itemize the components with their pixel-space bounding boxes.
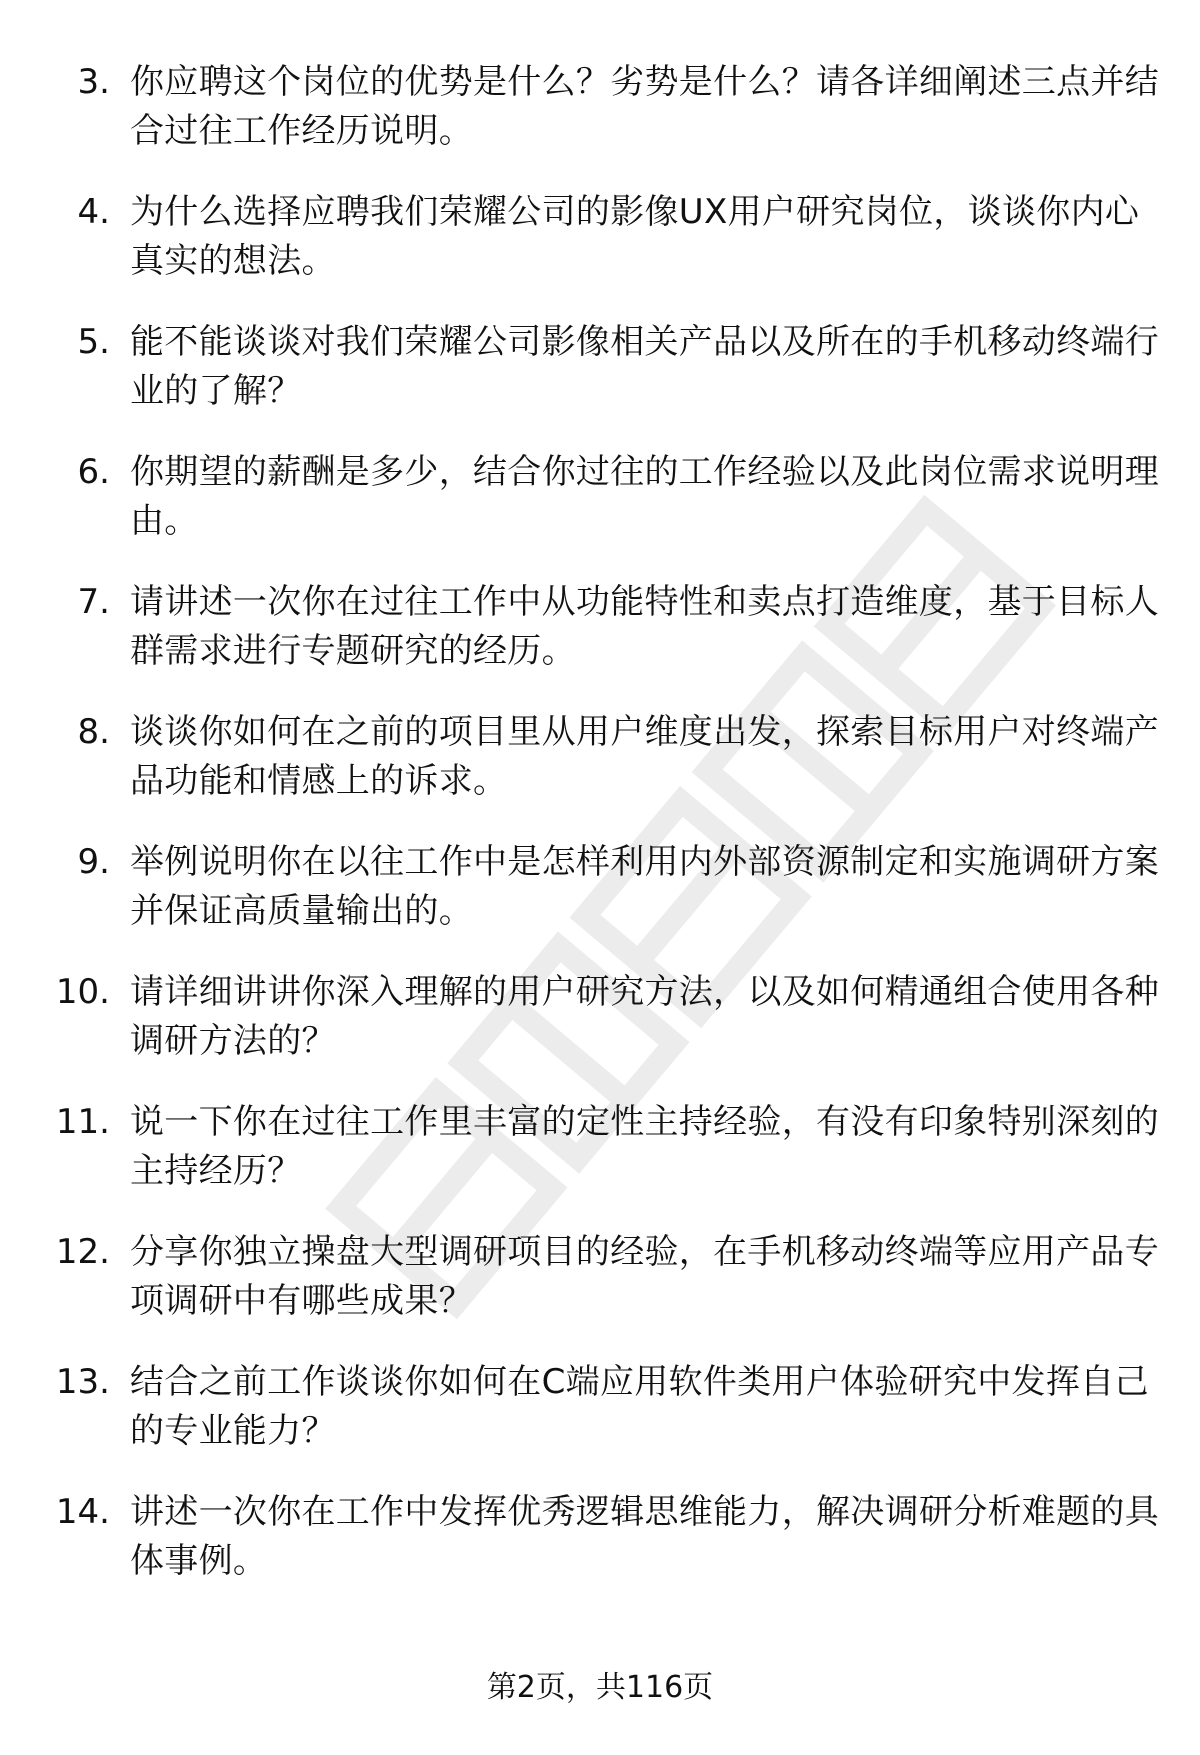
question-text: 分享你独立操盘大型调研项目的经验，在手机移动终端等应用产品专项调研中有哪些成果？ <box>130 1232 1159 1321</box>
question-text: 你应聘这个岗位的优势是什么？劣势是什么？请各详细阐述三点并结合过往工作经历说明。 <box>130 62 1159 151</box>
question-text: 为什么选择应聘我们荣耀公司的影像UX用户研究岗位，谈谈你内心真实的想法。 <box>130 192 1140 281</box>
question-number: 12. <box>55 1232 110 1272</box>
question-text: 讲述一次你在工作中发挥优秀逻辑思维能力，解决调研分析难题的具体事例。 <box>130 1492 1159 1581</box>
question-number: 8. <box>77 712 110 752</box>
question-list <box>0 58 1200 1618</box>
question-text: 举例说明你在以往工作中是怎样利用内外部资源制定和实施调研方案并保证高质量输出的。 <box>130 842 1159 931</box>
question-number: 13. <box>55 1362 110 1402</box>
question-item <box>0 838 1200 968</box>
question-item <box>0 708 1200 838</box>
question-item <box>0 58 1200 188</box>
question-number: 5. <box>77 322 110 362</box>
question-item <box>0 578 1200 708</box>
question-number: 4. <box>77 192 110 232</box>
question-number: 11. <box>55 1102 110 1142</box>
question-number: 10. <box>55 972 110 1012</box>
question-item <box>0 1488 1200 1618</box>
question-item <box>0 1228 1200 1358</box>
question-text: 结合之前工作谈谈你如何在C端应用软件类用户体验研究中发挥自己的专业能力？ <box>130 1362 1149 1451</box>
question-text: 请讲述一次你在过往工作中从功能特性和卖点打造维度，基于目标人群需求进行专题研究的经历。 <box>130 582 1159 671</box>
question-text: 请详细讲讲你深入理解的用户研究方法，以及如何精通组合使用各种调研方法的？ <box>130 972 1159 1061</box>
question-item <box>0 1098 1200 1228</box>
question-number: 6. <box>77 452 110 492</box>
question-text: 说一下你在过往工作里丰富的定性主持经验，有没有印象特别深刻的主持经历？ <box>130 1102 1159 1191</box>
question-text: 你期望的薪酬是多少，结合你过往的工作经验以及此岗位需求说明理由。 <box>130 452 1159 541</box>
question-number: 14. <box>55 1492 110 1532</box>
question-number: 9. <box>77 842 110 882</box>
page-number: 第2页，共116页 <box>486 1670 714 1705</box>
question-item <box>0 448 1200 578</box>
question-item <box>0 968 1200 1098</box>
question-item <box>0 318 1200 448</box>
question-text: 能不能谈谈对我们荣耀公司影像相关产品以及所在的手机移动终端行业的了解？ <box>130 322 1159 411</box>
question-text: 谈谈你如何在之前的项目里从用户维度出发，探索目标用户对终端产品功能和情感上的诉求。 <box>130 712 1159 801</box>
question-item <box>0 188 1200 318</box>
question-number: 7. <box>77 582 110 622</box>
question-number: 3. <box>77 62 110 102</box>
question-item <box>0 1358 1200 1488</box>
